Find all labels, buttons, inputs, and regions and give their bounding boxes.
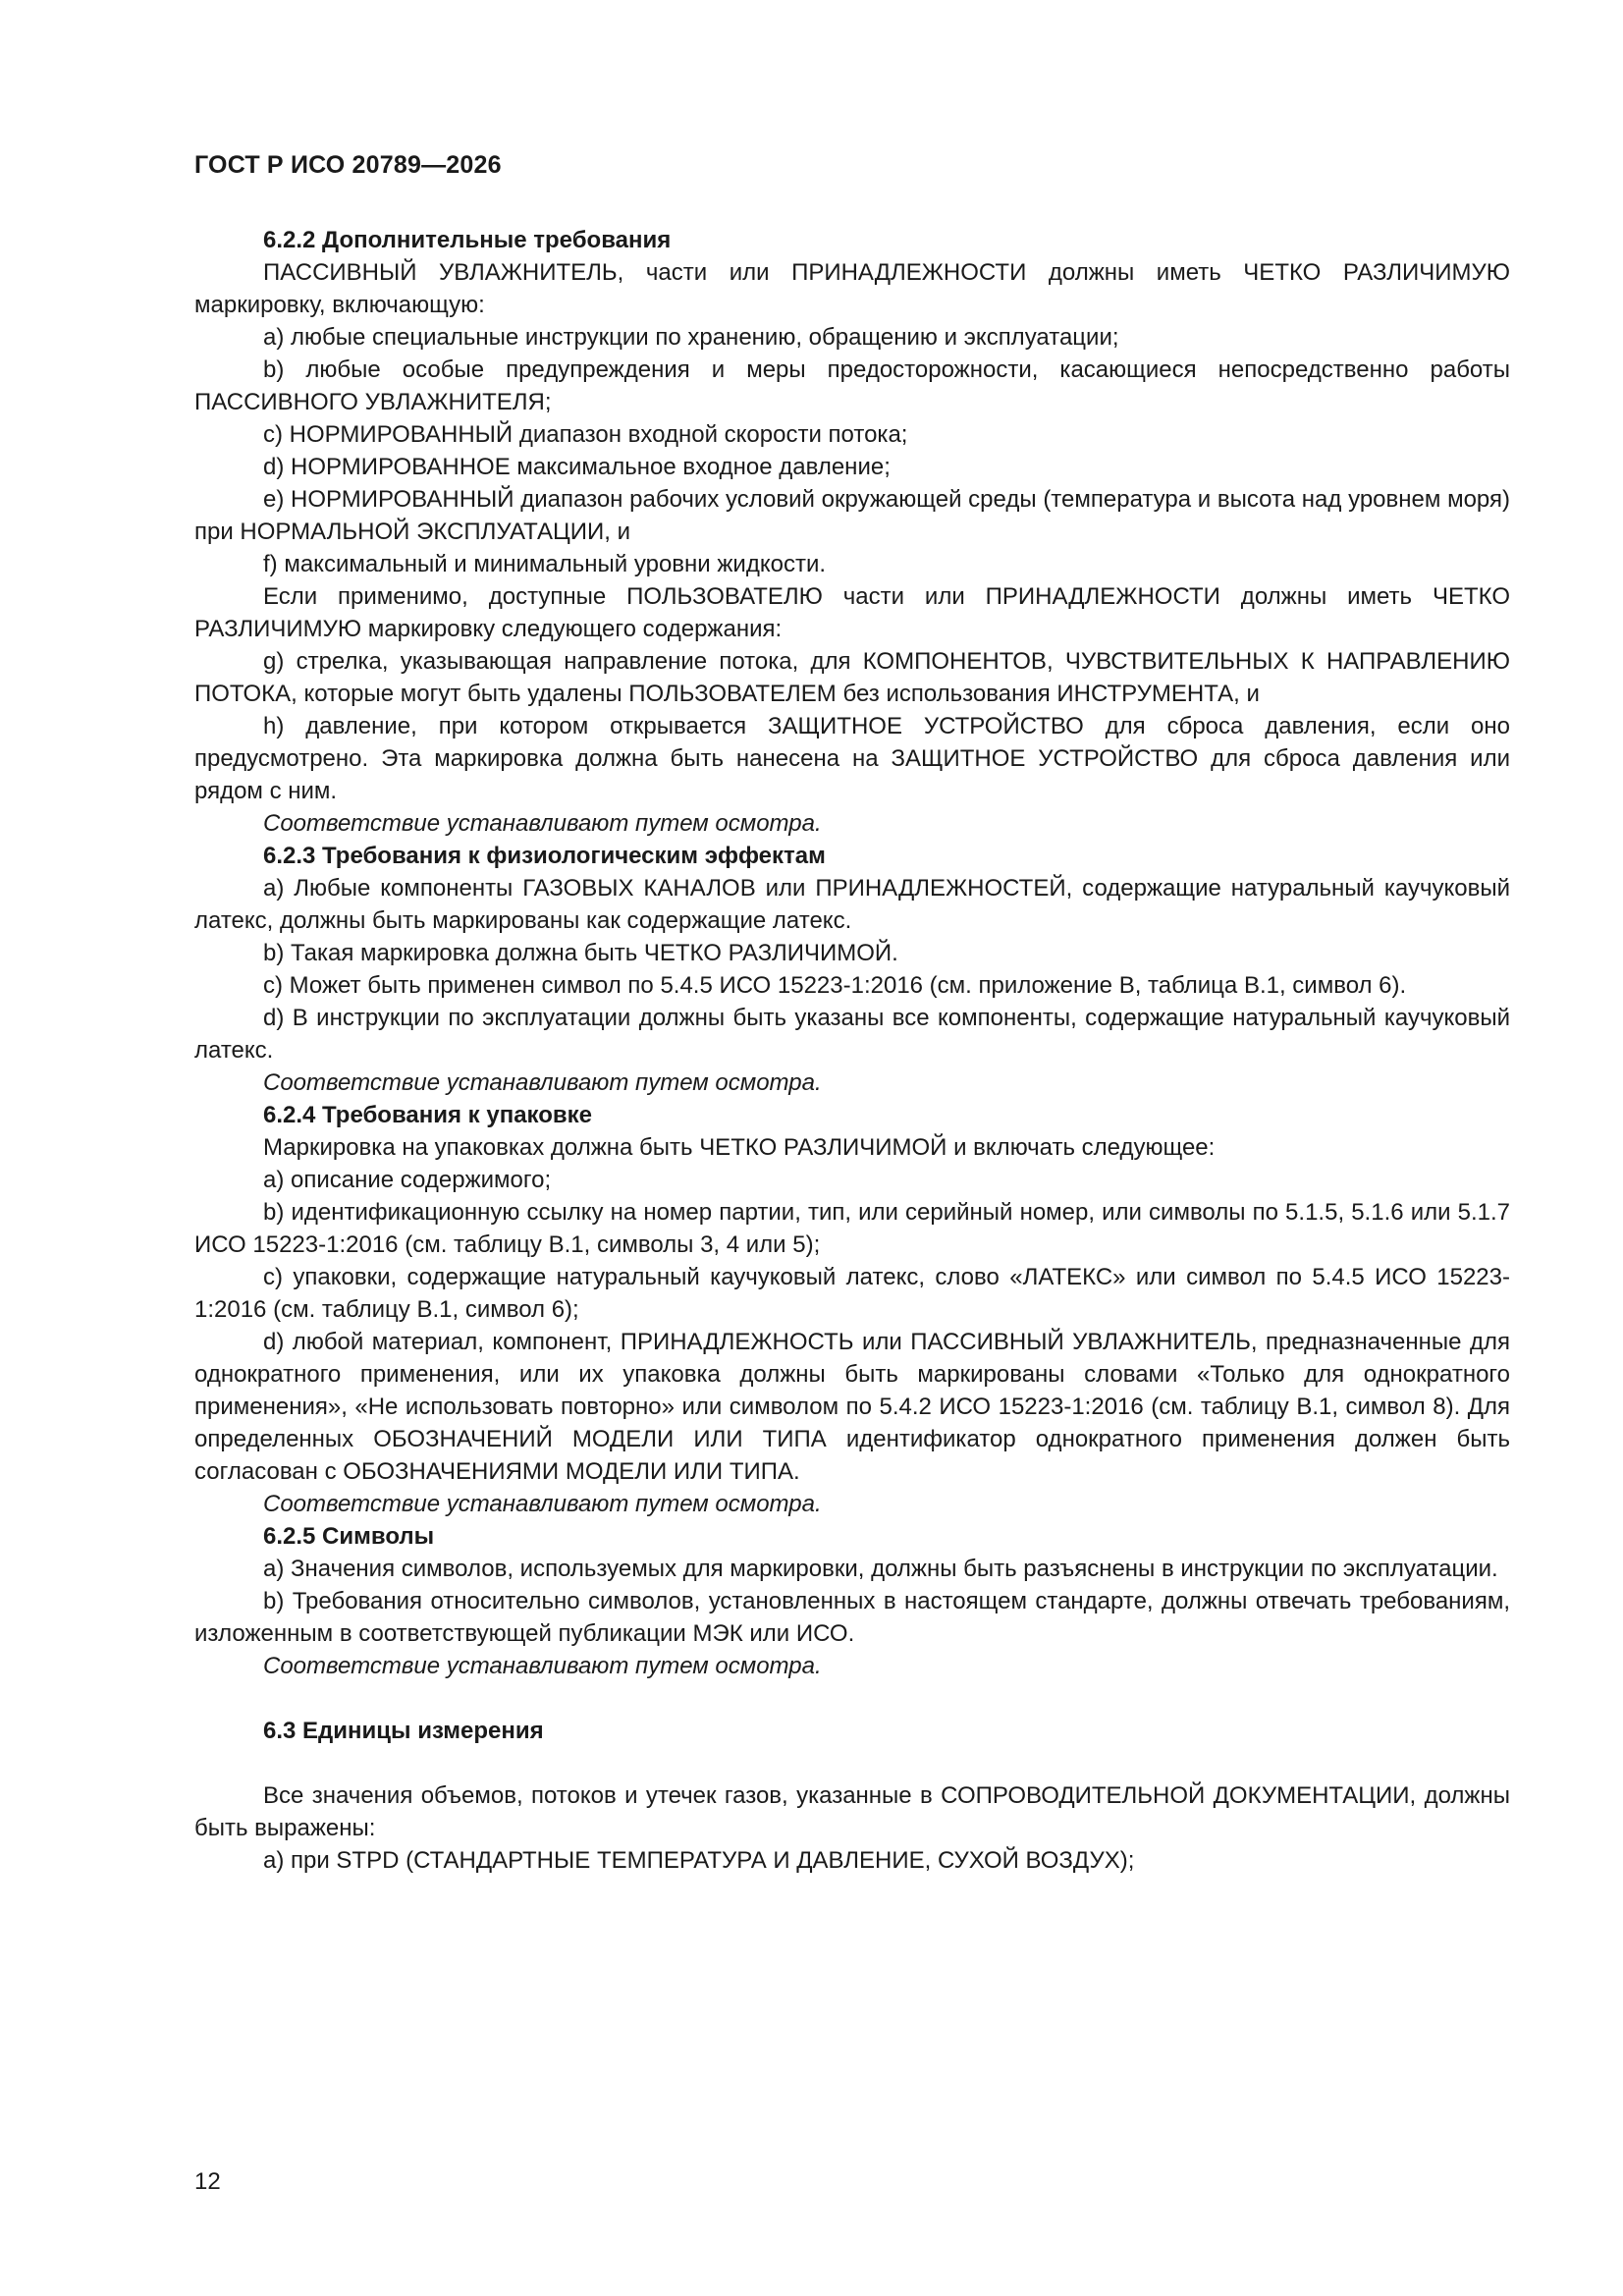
list-item: b) идентификационную ссылку на номер партии, тип, или серийный номер, или символы по 5.1.5, 5.1.6 или 5.1.7 ИСО 15223-1:2016 (см. таблицу В.1, символы 3, 4 или 5); [194,1199,1510,1258]
section-heading-6-2-5: 6.2.5 Символы [263,1523,435,1550]
section-heading-6-2-3: 6.2.3 Требования к физиологическим эффектам [263,843,826,869]
list-item: g) стрелка, указывающая направление потока, для КОМПОНЕНТОВ, ЧУВСТВИТЕЛЬНЫХ К НАПРАВЛЕНИЮ ПОТОКА, которые могут быть удалены ПОЛЬЗОВАТЕЛЕМ без использования ИНСТРУМЕНТА, и [194,648,1510,707]
list-item: d) В инструкции по эксплуатации должны быть указаны все компоненты, содержащие натуральный каучуковый латекс. [194,1005,1510,1064]
list-item: a) описание содержимого; [263,1167,552,1193]
list-item: e) НОРМИРОВАННЫЙ диапазон рабочих условий окружающей среды (температура и высота над уровнем моря) при НОРМАЛЬНОЙ ЭКСПЛУАТАЦИИ, и [194,486,1510,545]
paragraph: Если применимо, доступные ПОЛЬЗОВАТЕЛЮ части или ПРИНАДЛЕЖНОСТИ должны иметь ЧЕТКО РАЗЛИЧИМУЮ маркировку следующего содержания: [194,583,1510,642]
compliance-note: Соответствие устанавливают путем осмотра. [263,1653,822,1679]
paragraph: Маркировка на упаковках должна быть ЧЕТКО РАЗЛИЧИМОЙ и включать следующее: [263,1134,1216,1161]
paragraph: Все значения объемов, потоков и утечек газов, указанные в СОПРОВОДИТЕЛЬНОЙ ДОКУМЕНТАЦИИ, должны быть выражены: [194,1782,1510,1841]
list-item: a) любые специальные инструкции по хранению, обращению и эксплуатации; [263,324,1119,351]
list-item: f) максимальный и минимальный уровни жидкости. [263,551,827,577]
list-item: a) при STPD (СТАНДАРТНЫЕ ТЕМПЕРАТУРА И ДАВЛЕНИЕ, СУХОЙ ВОЗДУХ); [263,1847,1135,1874]
compliance-note: Соответствие устанавливают путем осмотра. [263,1491,822,1517]
list-item: b) Требования относительно символов, установленных в настоящем стандарте, должны отвечать требованиям, изложенным в соответствующей публикации МЭК или ИСО. [194,1588,1510,1647]
list-item: b) Такая маркировка должна быть ЧЕТКО РАЗЛИЧИМОЙ. [263,940,898,966]
list-item: c) НОРМИРОВАННЫЙ диапазон входной скорости потока; [263,421,908,448]
compliance-note: Соответствие устанавливают путем осмотра. [263,810,822,837]
list-item: b) любые особые предупреждения и меры предосторожности, касающиеся непосредственно работы ПАССИВНОГО УВЛАЖНИТЕЛЯ; [194,356,1510,415]
section-heading-6-2-2: 6.2.2 Дополнительные требования [263,227,672,253]
list-item: c) упаковки, содержащие натуральный каучуковый латекс, слово «ЛАТЕКС» или символ по 5.4.5 ИСО 15223-1:2016 (см. таблицу В.1, символ 6); [194,1264,1510,1323]
list-item: h) давление, при котором открывается ЗАЩИТНОЕ УСТРОЙСТВО для сброса давления, если оно предусмотрено. Эта маркировка должна быть нанесена на ЗАЩИТНОЕ УСТРОЙСТВО для сброса давления или рядом с ним. [194,713,1510,804]
paragraph: ПАССИВНЫЙ УВЛАЖНИТЕЛЬ, части или ПРИНАДЛЕЖНОСТИ должны иметь ЧЕТКО РАЗЛИЧИМУЮ маркировку, включающую: [194,259,1510,318]
list-item: a) Любые компоненты ГАЗОВЫХ КАНАЛОВ или ПРИНАДЛЕЖНОСТЕЙ, содержащие натуральный каучуковый латекс, должны быть маркированы как содержащие латекс. [194,875,1510,934]
page-number: 12 [194,2168,221,2195]
document-header: ГОСТ Р ИСО 20789—2026 [194,151,502,179]
list-item: d) любой материал, компонент, ПРИНАДЛЕЖНОСТЬ или ПАССИВНЫЙ УВЛАЖНИТЕЛЬ, предназначенные для однократного применения, или их упаковка должны быть маркированы словами «Только для однократного применения», «Не использовать повторно» или символом по 5.4.2 ИСО 15223-1:2016 (см. таблицу В.1, символ 8). Для определенных ОБОЗНАЧЕНИЙ МОДЕЛИ ИЛИ ТИПА идентификатор однократного применения должен быть согласован с ОБОЗНАЧЕНИЯМИ МОДЕЛИ ИЛИ ТИПА. [194,1329,1510,1485]
section-heading-6-3: 6.3 Единицы измерения [263,1718,544,1744]
list-item: a) Значения символов, используемых для маркировки, должны быть разъяснены в инструкции по эксплуатации. [263,1556,1498,1582]
list-item: c) Может быть применен символ по 5.4.5 ИСО 15223-1:2016 (см. приложение В, таблица В.1, символ 6). [263,972,1407,999]
section-heading-6-2-4: 6.2.4 Требования к упаковке [263,1102,593,1128]
compliance-note: Соответствие устанавливают путем осмотра. [263,1069,822,1096]
list-item: d) НОРМИРОВАННОЕ максимальное входное давление; [263,454,891,480]
document-body [194,224,1510,1877]
